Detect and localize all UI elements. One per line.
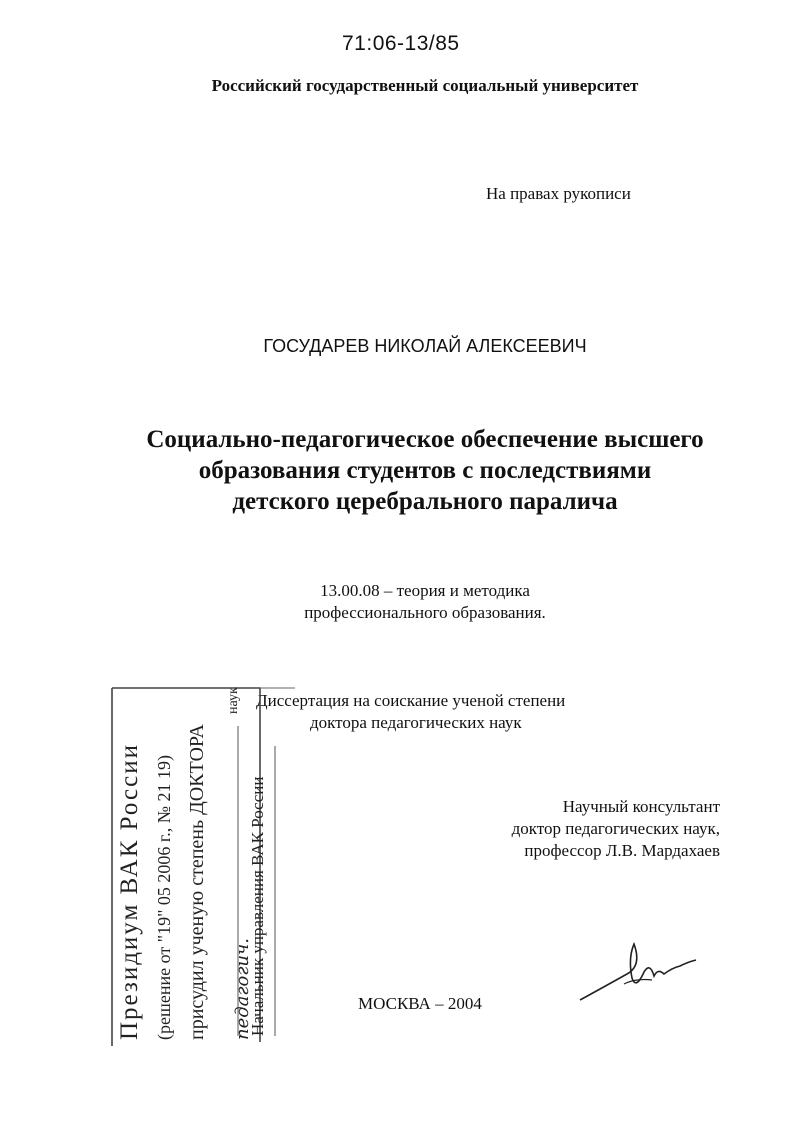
degree-line: Диссертация на соискание ученой степени bbox=[256, 691, 566, 710]
adviser-signature bbox=[572, 938, 702, 1008]
title-line: образования студентов с последствиями bbox=[198, 457, 652, 484]
scientific-adviser bbox=[444, 796, 720, 862]
city-year: МОСКВА – 2004 bbox=[358, 994, 482, 1013]
specialty-line: профессионального образования. bbox=[304, 603, 546, 622]
stamp-handwritten-degree: педагогич. bbox=[232, 938, 253, 1040]
dissertation-title bbox=[60, 424, 790, 517]
manuscript-rights: На правах рукописи bbox=[486, 184, 631, 203]
specialty-line: 13.00.08 – теория и методика bbox=[320, 581, 530, 600]
stamp-line-presidium: Президиум ВАК России bbox=[116, 743, 143, 1040]
title-line: детского церебрального паралича bbox=[232, 488, 618, 515]
stamp-line-awarded: присудил ученую степень ДОКТОРА bbox=[186, 724, 208, 1040]
document-code: 71:06-13/85 bbox=[342, 32, 460, 55]
degree-line: доктора педагогических наук bbox=[310, 713, 522, 732]
adviser-line: доктор педагогических наук, bbox=[511, 819, 720, 838]
stamp-line-decision: (решение от "19" 05 2006 г., № 21 19) bbox=[154, 755, 174, 1040]
stamp-nauk: наук bbox=[226, 687, 241, 714]
adviser-line: Научный консультант bbox=[562, 797, 720, 816]
university-name: Российский государственный социальный университет bbox=[211, 76, 639, 95]
specialty bbox=[0, 580, 792, 624]
author-name: ГОСУДАРЕВ НИКОЛАЙ АЛЕКСЕЕВИЧ bbox=[263, 336, 587, 356]
title-line: Социально-педагогическое обеспечение высшего bbox=[146, 426, 704, 453]
stamp-line-head: Начальник управления ВАК России bbox=[248, 776, 267, 1036]
adviser-line: профессор Л.В. Мардахаев bbox=[524, 841, 720, 860]
